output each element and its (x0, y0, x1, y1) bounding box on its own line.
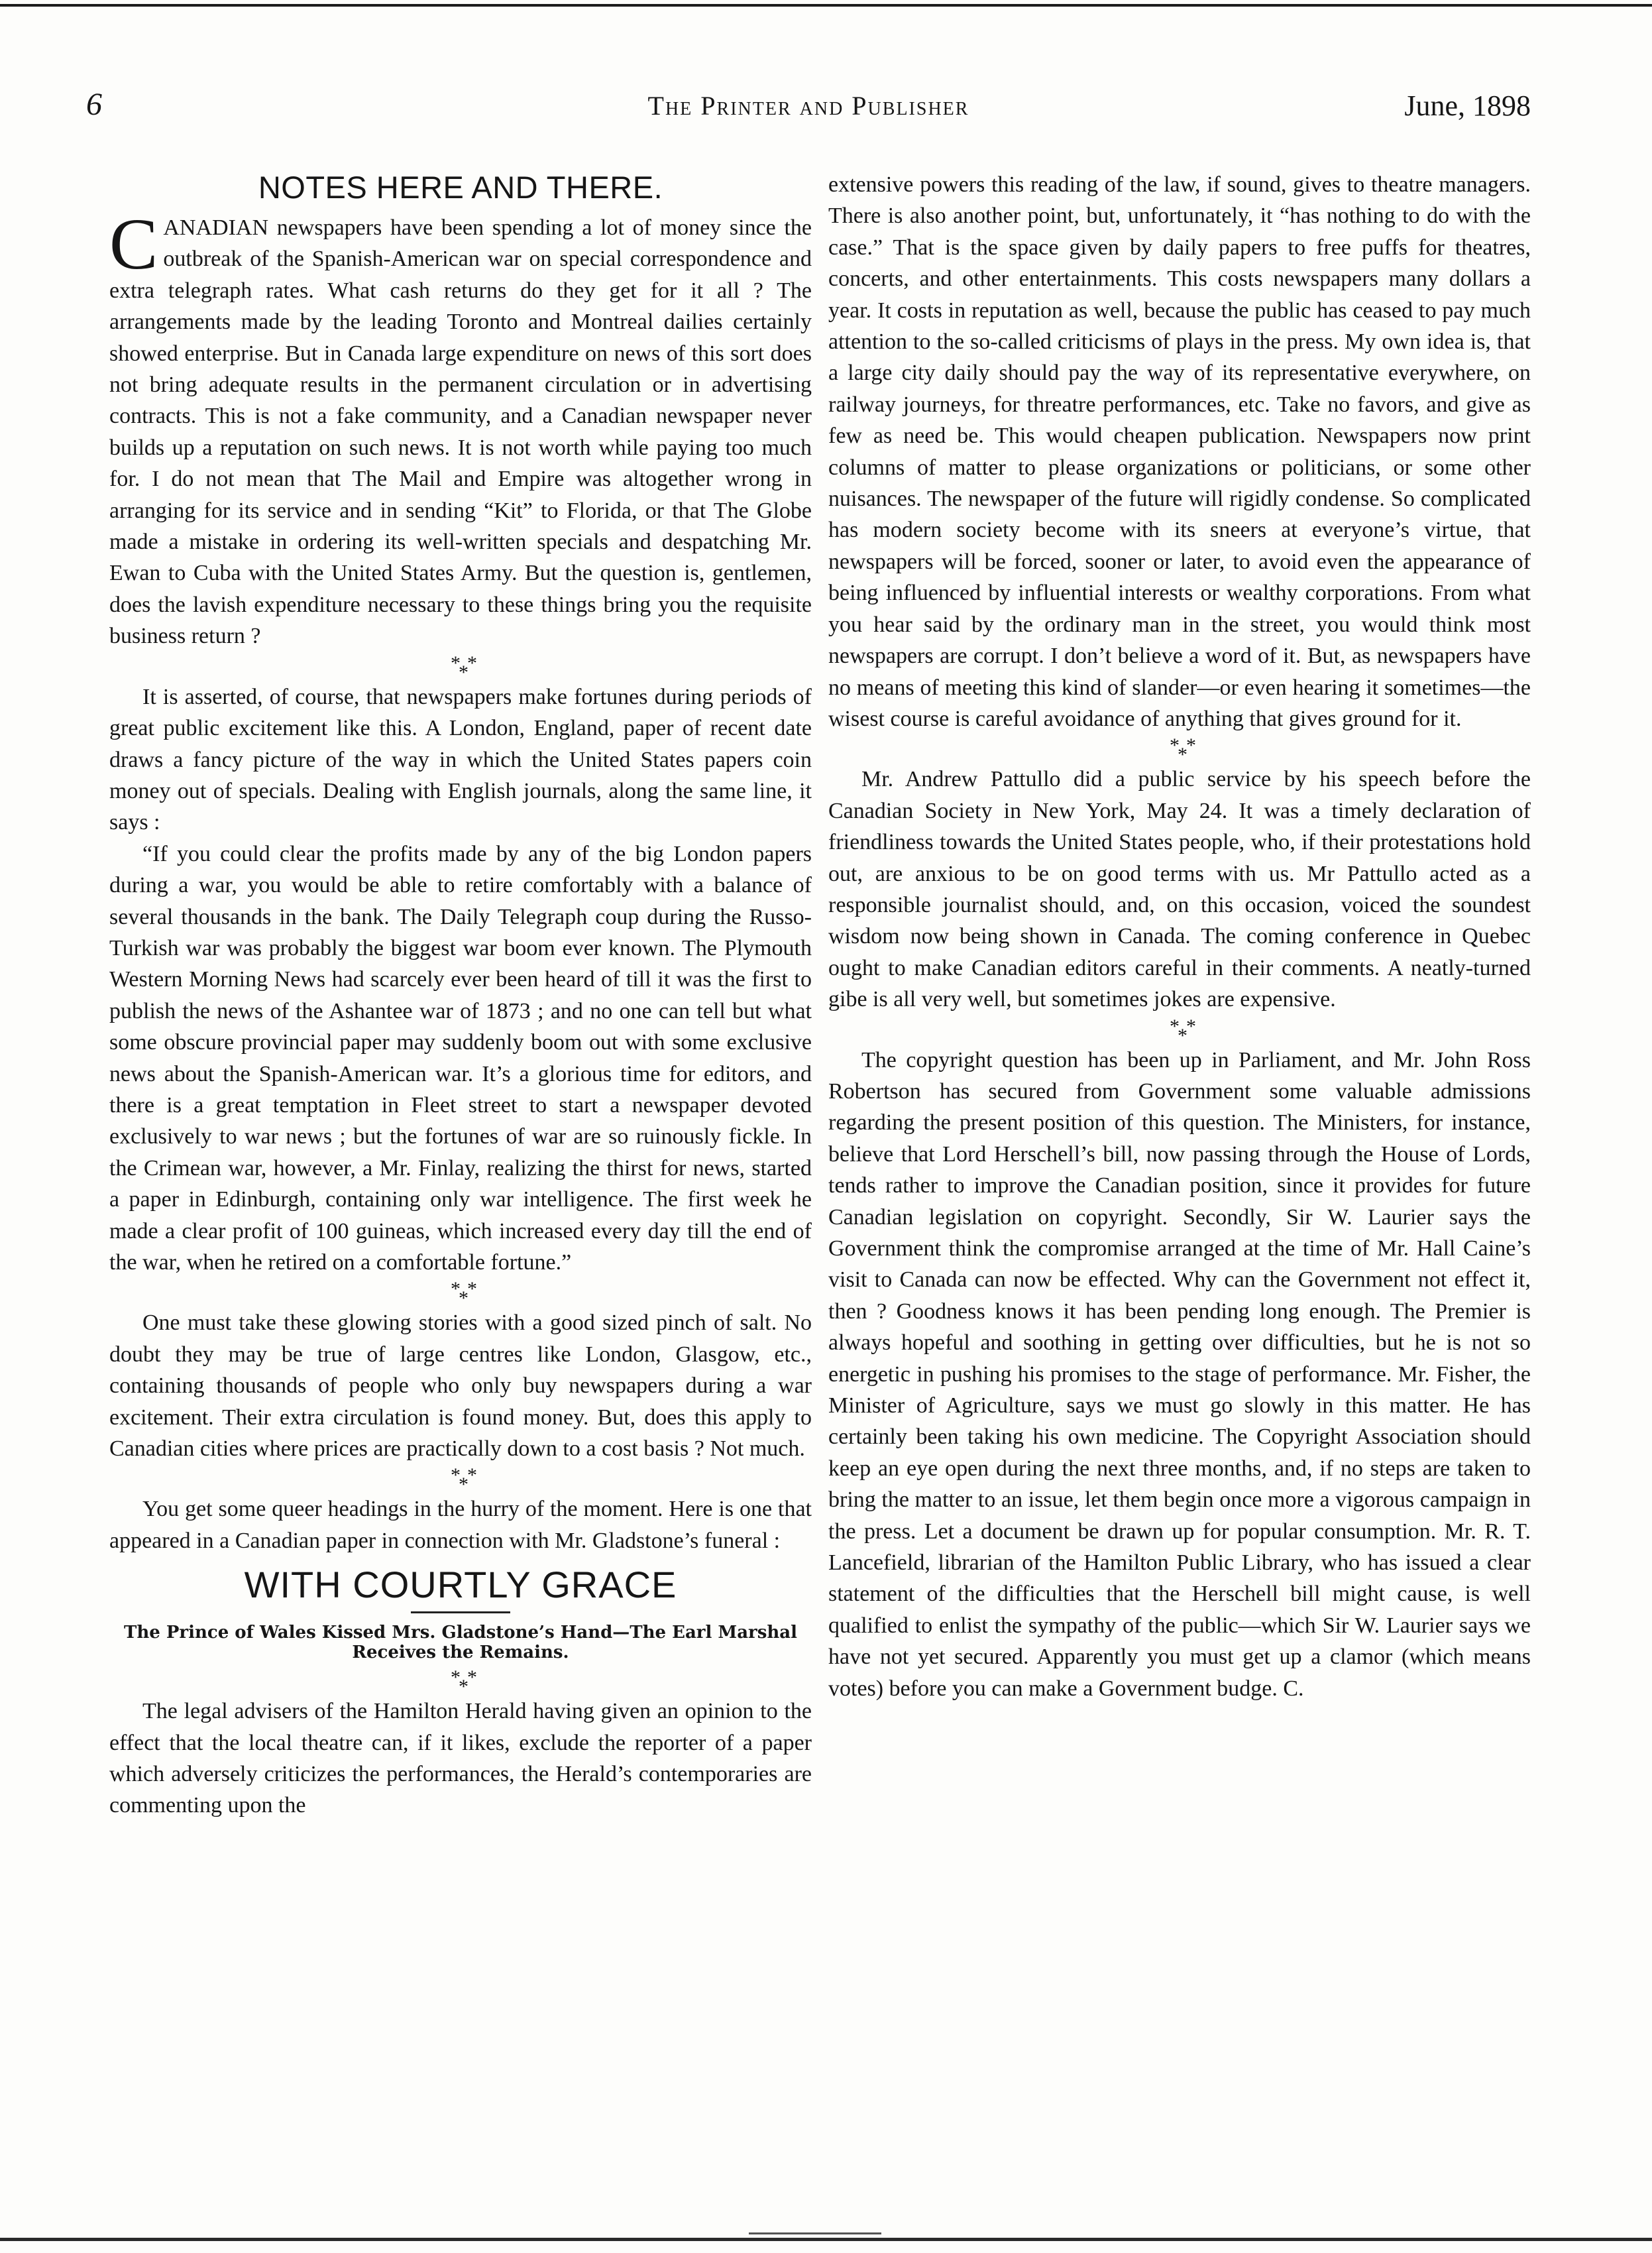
paragraph-hamilton-herald: The legal advisers of the Hamilton Herald having given an opinion to the effect that the local theatre can, if it likes, exclude the reporter of a paper which adversely criticizes the performances, the Herald’s contemporaries are commenting upon the (109, 1699, 812, 1818)
section-separator (109, 1666, 812, 1696)
asterisk-icon: * (451, 652, 461, 674)
asterisk-icon: * (1178, 744, 1187, 766)
bottom-border-rule (0, 2238, 1652, 2241)
page-header (86, 86, 1531, 133)
section-separator (828, 734, 1531, 764)
running-title: The Printer and Publisher (647, 91, 969, 121)
asterisk-icon: * (467, 1666, 477, 1689)
issue-date: June, 1898 (1404, 89, 1531, 122)
paragraph-pinch-of-salt: One must take these glowing stories with a good sized pinch of salt. No doubt they may be true of large centres like London, Glasgow, etc., containing thousands of people who only buy newspapers during a war excitement. Their extra circulation is found money. But, does this apply to Canadian cities where prices are practically down to a cost basis ? Not much. (109, 1310, 812, 1462)
intro-paragraph (109, 203, 812, 652)
asterisk-icon: * (459, 1287, 468, 1310)
paragraph-hamilton-herald-continued: extensive powers this reading of the law, if sound, gives to theatre managers. There is also another point, but, unfortunately, it “has nothing to do with the case.” That is the space given by daily papers to free puffs for theatres, concerts, and other entertainments. This costs newspapers many dollars a year. It costs in reputation as well, because the public has ceased to pay much attention to the so-called criticisms of plays in the press. My own idea is, that a large city daily should pay the way of its representative everywhere, on railway journeys, for threatre performances, etc. Take no favors, and give as few as need be. This would cheapen publication. Newspapers now print columns of matter to please organizations or politicians, or some other nuisances. The newspaper of the future will rigidly condense. So complicated has modern society become with its sneers at everyone’s virtue, that newspapers will be forced, sooner or later, to avoid even the appearance of being influenced by influential interests or wealthy corporations. From what you hear said by the ordinary man in the street, you would think most newspapers are corrupt. I don’t believe a word of it. But, as newspapers have no means of meeting this kind of slander—or even hearing it sometimes—the wisest course is careful avoidance of anything that gives ground for it. (828, 172, 1531, 731)
drop-cap: C (109, 203, 158, 284)
paragraph-copyright: The copyright question has been up in Parliament, and Mr. John Ross Robertson has secured from Government some valuable admissions regarding the present position of this question. The Ministers, for instance, believe that Lord Herschell’s bill, now passing through the House of Lords, tends rather to improve the Canadian position, since it provides for future Canadian legislation on copyright. Secondly, Sir W. Laurier says the Government think the compromise arranged at the time of Mr. Hall Caine’s visit to Canada can now be effected. Why can the Government not effect it, then ? Goodness knows it has been pending long enough. The Premier is always hopeful and soothing in getting over difficulties, but he is not so energetic in pushing his promises to the stage of performance. Mr. Fisher, the Minister of Agriculture, says we must go slowly in this matter. He has certainly been taking his own medicine. The Copyright Association should keep an eye open during the next three months, and, if no steps are taken to bring the matter to an issue, let them begin once more a vigorous campaign in the press. Let a document be drawn up for popular consumption. Mr. R. T. Lancefield, librarian of the Hamilton Public Library, who has issued a clear statement of the difficulties that the Herschell bill might cause, is well qualified to enlist the sympathy of the public—which Sir W. Laurier says we have not yet secured. Apparently you must get up a clamor (which means votes) before you can make a Government budge. C. (828, 1047, 1531, 1701)
quote-paragraph: “If you could clear the profits made by any of the big London papers during a war, you would be able to retire comfortably with a balance of several thousands in the bank. The Daily Telegraph coup during the Russo-Turkish war was probably the biggest war boom ever known. The Plymouth Western Morning News had scarcely ever been heard of till it was the first to publish the news of the Ashantee war of 1873 ; and no one can tell but what some obscure provincial paper may suddenly boom out with some exclusive news about the Spanish-American war. It’s a glorious time for editors, and there is a great temptation in Fleet street to start a newspaper devoted exclusively to war news ; but the fortunes of war are so ruinously fickle. In the Crimean war, however, a Mr. Finlay, realizing the thirst for news, started a paper in Edinburgh, containing only war intelligence. The first week he made a clear profit of 100 guineas, which increased every day till the end of the war, when he retired on a comfortable fortune.” (109, 841, 812, 1275)
section-separator (828, 1015, 1531, 1045)
headline-rule (411, 1611, 510, 1613)
asterisk-icon: * (467, 652, 477, 674)
section-separator (109, 1464, 812, 1496)
section-separator (109, 652, 812, 681)
intro-text: ANADIAN newspapers have been spending a lot of money since the outbreak of the Spanish-American war on special correspondence and extra telegraph rates. What cash returns do they get for it all ? The arrangements made by the leading Toronto and Montreal dailies certainly showed enterprise. But in Canada large expenditure on news of this sort does not bring adequate results in the permanent circulation or in advertising contracts. This is not a fake community, and a Canadian newspaper never builds up a reputation on such news. It is not worth while paying too much for. I do not mean that The Mail and Empire was altogether wrong in arranging for its service and in sending “Kit” to Florida, or that The Globe made a mistake in ordering its well-written specials and despatching Mr. Ewan to Cuba with the United States Army. But the question is, gentlemen, does the lavish expenditure necessary to these things bring you the requisite business return ? (109, 215, 812, 649)
asterisk-icon: * (451, 1464, 461, 1487)
asterisk-icon: * (459, 661, 468, 683)
asterisk-icon: * (467, 1278, 477, 1300)
section-separator (109, 1278, 812, 1310)
right-column (828, 169, 1531, 2191)
paragraph-fortunes: It is asserted, of course, that newspapers make fortunes during periods of great public excitement like this. A London, England, paper of recent date draws a fancy picture of the way in which the United States papers coin money out of specials. Dealing with English journals, along the same line, it says : (109, 684, 812, 835)
asterisk-icon: * (1170, 734, 1180, 757)
article-heading: NOTES HERE AND THERE. (258, 170, 663, 205)
top-border-rule (0, 4, 1652, 7)
asterisk-icon: * (1178, 1024, 1187, 1047)
asterisk-icon: * (459, 1473, 468, 1496)
asterisk-icon: * (1186, 734, 1196, 757)
paragraph-queer-headings: You get some queer headings in the hurry of the moment. Here is one that appeared in a Canadian paper in connection with Mr. Gladstone’s funeral : (109, 1497, 812, 1553)
quoted-subhead: The Prince of Wales Kissed Mrs. Gladstone’s Hand—The Earl Marshal Receives the Remains. (123, 1623, 798, 1663)
paragraph-pattullo: Mr. Andrew Pattullo did a public service by his speech before the Canadian Society in New York, May 24. It was a timely declaration of friendliness towards the United States people, who, if their protestations hold out, are anxious to be on good terms with us. Mr Pattullo acted as a responsible journalist should, and, on this occasion, voiced the soundest wisdom now being shown in Canada. The coming conference in Quebec ought to make Canadian editors careful in their comments. A neatly-turned gibe is all very well, but sometimes jokes are expensive. (828, 767, 1531, 1012)
asterisk-icon: * (451, 1666, 461, 1689)
left-column (109, 169, 812, 2191)
page-number: 6 (86, 87, 102, 122)
asterisk-icon: * (1170, 1015, 1180, 1037)
quoted-headline: WITH COURTLY GRACE (244, 1564, 677, 1606)
asterisk-icon: * (459, 1676, 468, 1698)
asterisk-icon: * (451, 1278, 461, 1300)
print-smudge (749, 2232, 881, 2234)
asterisk-icon: * (467, 1464, 477, 1487)
asterisk-icon: * (1186, 1015, 1196, 1037)
